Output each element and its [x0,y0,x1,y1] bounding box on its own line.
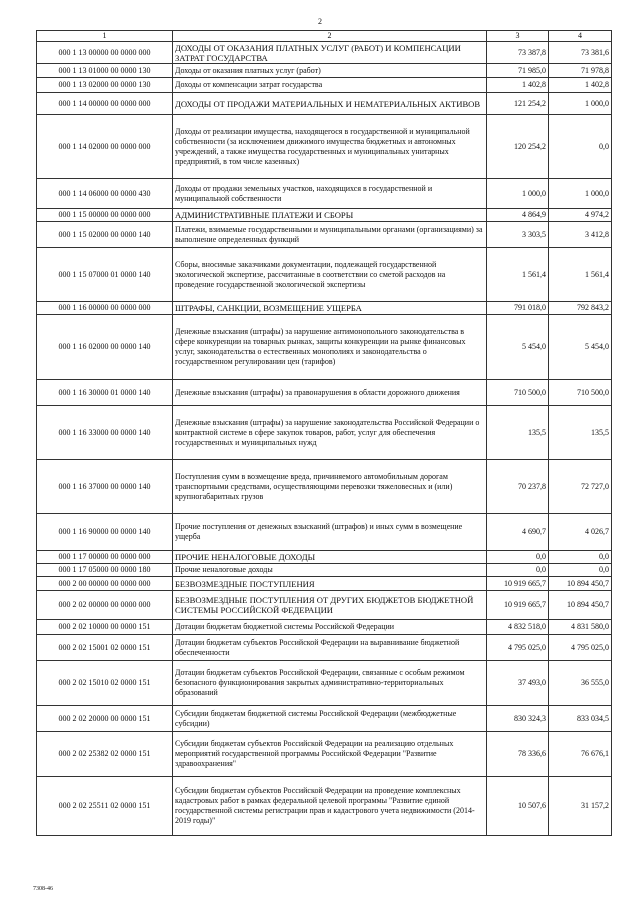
value-col-4: 0,0 [549,115,612,179]
value-col-4: 31 157,2 [549,777,612,836]
value-col-4: 76 676,1 [549,732,612,777]
revenue-name: Доходы от оказания платных услуг (работ) [173,64,487,78]
value-col-4: 5 454,0 [549,315,612,380]
budget-code: 000 1 16 90000 00 0000 140 [37,514,173,551]
value-col-3: 70 237,8 [487,460,549,514]
header-col-3: 3 [487,31,549,42]
value-col-3: 71 985,0 [487,64,549,78]
table-row [37,620,612,635]
budget-code: 000 2 02 00000 00 0000 000 [37,591,173,620]
budget-revenue-table [36,30,612,836]
table-body [37,42,612,836]
header-col-1: 1 [37,31,173,42]
value-col-3: 37 493,0 [487,661,549,706]
value-col-3: 4 690,7 [487,514,549,551]
budget-code: 000 1 15 02000 00 0000 140 [37,222,173,248]
table-row [37,115,612,179]
table-row [37,460,612,514]
budget-code: 000 1 14 00000 00 0000 000 [37,93,173,115]
budget-code: 000 2 02 20000 00 0000 151 [37,706,173,732]
revenue-name: Сборы, вносимые заказчиками документации, подлежащей государственной экологической экспертизе, рассчитанные в соответствии со сметой расходов на проведение государственной экологической экспертизы [173,248,487,302]
revenue-name: Платежи, взимаемые государственными и муниципальными органами (организациями) за выполнение определенных функций [173,222,487,248]
table-row [37,64,612,78]
value-col-4: 0,0 [549,551,612,564]
value-col-3: 10 919 665,7 [487,577,549,591]
table-row [37,777,612,836]
value-col-3: 0,0 [487,551,549,564]
budget-code: 000 1 13 02000 00 0000 130 [37,78,173,93]
budget-code: 000 2 02 25511 02 0000 151 [37,777,173,836]
value-col-4: 3 412,8 [549,222,612,248]
value-col-3: 121 254,2 [487,93,549,115]
budget-code: 000 1 16 00000 00 0000 000 [37,302,173,315]
budget-code: 000 2 02 25382 02 0000 151 [37,732,173,777]
revenue-name: Денежные взыскания (штрафы) за нарушение законодательства Российской Федерации о контрактной системе в сфере закупок товаров, работ, услуг для обеспечения государственных и муниципальных нужд [173,406,487,460]
value-col-3: 3 303,5 [487,222,549,248]
table-row [37,564,612,577]
value-col-3: 120 254,2 [487,115,549,179]
table-row [37,635,612,661]
revenue-name: ДОХОДЫ ОТ ОКАЗАНИЯ ПЛАТНЫХ УСЛУГ (РАБОТ) И КОМПЕНСАЦИИ ЗАТРАТ ГОСУДАРСТВА [173,42,487,64]
table-row [37,315,612,380]
value-col-4: 1 000,0 [549,93,612,115]
value-col-4: 10 894 450,7 [549,577,612,591]
budget-code: 000 1 16 37000 00 0000 140 [37,460,173,514]
revenue-name: Денежные взыскания (штрафы) за правонарушения в области дорожного движения [173,380,487,406]
revenue-name: БЕЗВОЗМЕЗДНЫЕ ПОСТУПЛЕНИЯ [173,577,487,591]
table-row [37,222,612,248]
value-col-3: 4 864,9 [487,209,549,222]
value-col-3: 10 919 665,7 [487,591,549,620]
table-row [37,248,612,302]
revenue-name: Поступления сумм в возмещение вреда, причиняемого автомобильным дорогам транспортными средствами, осуществляющими перевозки тяжеловесных и (или) крупногабаритных грузов [173,460,487,514]
budget-code: 000 1 14 02000 00 0000 000 [37,115,173,179]
table-row [37,661,612,706]
value-col-4: 4 974,2 [549,209,612,222]
value-col-4: 0,0 [549,564,612,577]
revenue-name: ПРОЧИЕ НЕНАЛОГОВЫЕ ДОХОДЫ [173,551,487,564]
revenue-name: Дотации бюджетам бюджетной системы Российской Федерации [173,620,487,635]
value-col-3: 791 018,0 [487,302,549,315]
budget-code: 000 1 15 07000 01 0000 140 [37,248,173,302]
value-col-3: 10 507,6 [487,777,549,836]
revenue-name: Дотации бюджетам субъектов Российской Федерации, связанные с особым режимом безопасного функционирования закрытых административно-территориальных образований [173,661,487,706]
budget-code: 000 2 00 00000 00 0000 000 [37,577,173,591]
value-col-3: 710 500,0 [487,380,549,406]
revenue-name: Субсидии бюджетам бюджетной системы Российской Федерации (межбюджетные субсидии) [173,706,487,732]
value-col-4: 135,5 [549,406,612,460]
table-row [37,302,612,315]
table-row [37,577,612,591]
budget-code: 000 2 02 15010 02 0000 151 [37,661,173,706]
value-col-4: 4 831 580,0 [549,620,612,635]
budget-code: 000 1 16 33000 00 0000 140 [37,406,173,460]
header-col-2: 2 [173,31,487,42]
value-col-4: 1 561,4 [549,248,612,302]
page-number: 2 [318,17,322,26]
value-col-4: 710 500,0 [549,380,612,406]
value-col-4: 792 843,2 [549,302,612,315]
budget-code: 000 1 13 01000 00 0000 130 [37,64,173,78]
value-col-4: 4 026,7 [549,514,612,551]
revenue-name: ШТРАФЫ, САНКЦИИ, ВОЗМЕЩЕНИЕ УЩЕРБА [173,302,487,315]
value-col-3: 1 402,8 [487,78,549,93]
value-col-3: 830 324,3 [487,706,549,732]
table-row [37,406,612,460]
budget-code: 000 1 17 00000 00 0000 000 [37,551,173,564]
revenue-name: Доходы от продажи земельных участков, находящихся в государственной и муниципальной собственности [173,179,487,209]
table-row [37,93,612,115]
value-col-4: 1 402,8 [549,78,612,93]
table-row [37,514,612,551]
revenue-name: Субсидии бюджетам субъектов Российской Федерации на реализацию отдельных мероприятий государственной программы Российской Федерации "Развитие здравоохранения" [173,732,487,777]
value-col-3: 78 336,6 [487,732,549,777]
table-row [37,591,612,620]
value-col-3: 1 000,0 [487,179,549,209]
table-header-row [37,31,612,42]
revenue-name: БЕЗВОЗМЕЗДНЫЕ ПОСТУПЛЕНИЯ ОТ ДРУГИХ БЮДЖЕТОВ БЮДЖЕТНОЙ СИСТЕМЫ РОССИЙСКОЙ ФЕДЕРАЦИИ [173,591,487,620]
value-col-3: 4 795 025,0 [487,635,549,661]
revenue-name: АДМИНИСТРАТИВНЫЕ ПЛАТЕЖИ И СБОРЫ [173,209,487,222]
value-col-4: 73 381,6 [549,42,612,64]
value-col-4: 71 978,8 [549,64,612,78]
revenue-name: Прочие неналоговые доходы [173,564,487,577]
value-col-4: 72 727,0 [549,460,612,514]
budget-code: 000 2 02 10000 00 0000 151 [37,620,173,635]
table-row [37,209,612,222]
value-col-4: 833 034,5 [549,706,612,732]
footer-code: 7308-46 [33,886,53,892]
budget-code: 000 1 16 02000 00 0000 140 [37,315,173,380]
value-col-4: 36 555,0 [549,661,612,706]
table-row [37,551,612,564]
table-row [37,732,612,777]
table-row [37,42,612,64]
value-col-3: 73 387,8 [487,42,549,64]
budget-code: 000 1 16 30000 01 0000 140 [37,380,173,406]
revenue-name: Дотации бюджетам субъектов Российской Федерации на выравнивание бюджетной обеспеченности [173,635,487,661]
table-row [37,380,612,406]
value-col-3: 1 561,4 [487,248,549,302]
budget-code: 000 1 14 06000 00 0000 430 [37,179,173,209]
budget-code: 000 1 13 00000 00 0000 000 [37,42,173,64]
revenue-name: Прочие поступления от денежных взысканий (штрафов) и иных сумм в возмещение ущерба [173,514,487,551]
value-col-3: 5 454,0 [487,315,549,380]
value-col-3: 4 832 518,0 [487,620,549,635]
value-col-4: 1 000,0 [549,179,612,209]
table-row [37,78,612,93]
revenue-name: Субсидии бюджетам субъектов Российской Федерации на проведение комплексных кадастровых работ в рамках федеральной целевой программы "Развитие единой государственной системы регистрации прав и кадастрового учета недвижимости (2014-2019 годы)" [173,777,487,836]
budget-code: 000 1 17 05000 00 0000 180 [37,564,173,577]
revenue-name: ДОХОДЫ ОТ ПРОДАЖИ МАТЕРИАЛЬНЫХ И НЕМАТЕРИАЛЬНЫХ АКТИВОВ [173,93,487,115]
value-col-3: 0,0 [487,564,549,577]
value-col-3: 135,5 [487,406,549,460]
value-col-4: 4 795 025,0 [549,635,612,661]
revenue-name: Доходы от реализации имущества, находящегося в государственной и муниципальной собственности (за исключением движимого имущества бюджетных и автономных учреждений, а также имущества государственных и муниципальных унитарных предприятий, в том числе казенных) [173,115,487,179]
revenue-name: Денежные взыскания (штрафы) за нарушение антимонопольного законодательства в сфере конкуренции на товарных рынках, защиты конкуренции на рынке финансовых услуг, законодательства о естественных монополиях и законодательства о государственном регулировании цен (тарифов) [173,315,487,380]
budget-code: 000 2 02 15001 02 0000 151 [37,635,173,661]
table-row [37,706,612,732]
table-row [37,179,612,209]
header-col-4: 4 [549,31,612,42]
value-col-4: 10 894 450,7 [549,591,612,620]
budget-code: 000 1 15 00000 00 0000 000 [37,209,173,222]
revenue-name: Доходы от компенсации затрат государства [173,78,487,93]
